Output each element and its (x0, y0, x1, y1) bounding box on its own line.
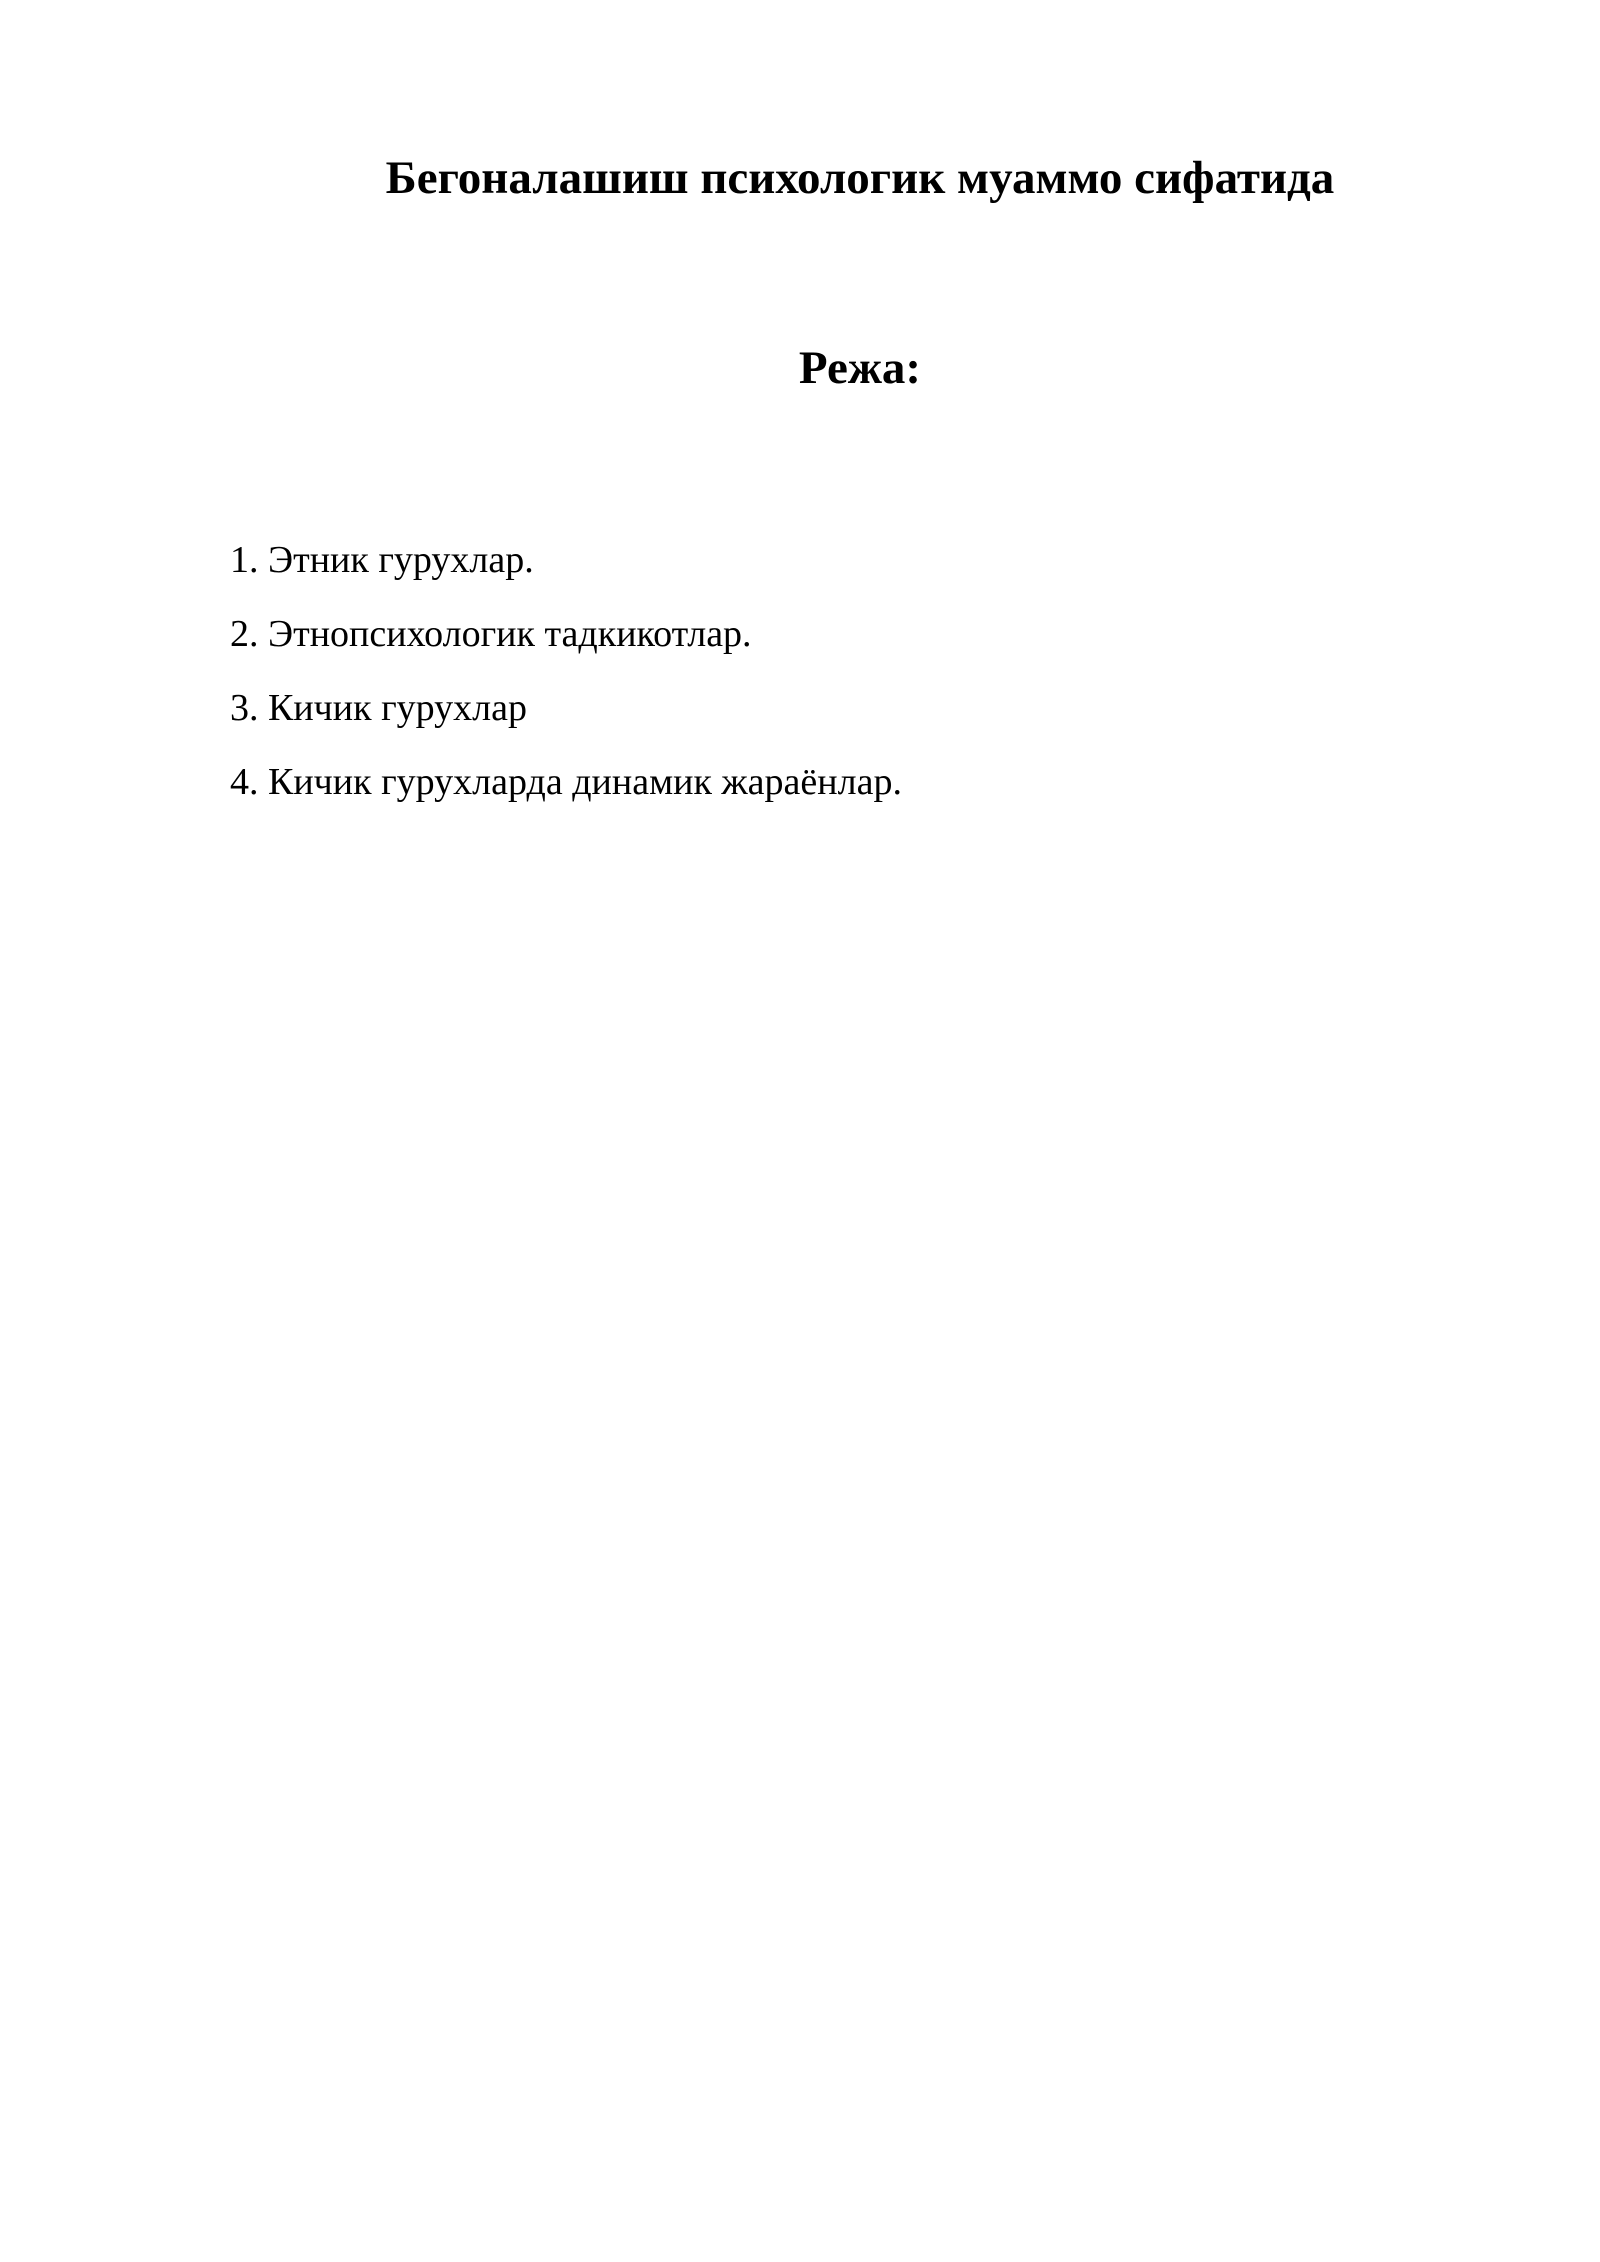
plan-item-text: Этник гурухлар. (268, 539, 534, 581)
plan-item (230, 597, 902, 671)
plan-item (230, 671, 902, 745)
plan-heading: Режа: (798, 342, 922, 394)
plan-item-text: Кичик гурухларда динамик жараёнлар. (268, 761, 902, 803)
plan-item (230, 523, 902, 597)
plan-item-text: Этнопсихологик тадкикотлар. (268, 613, 752, 655)
plan-item-text: Кичик гурухлар (268, 687, 528, 729)
plan-item-number: 2. (230, 613, 259, 655)
plan-item-number: 1. (230, 539, 259, 581)
plan-list (230, 523, 902, 819)
plan-item (230, 745, 902, 819)
plan-item-number: 4. (230, 761, 259, 803)
plan-item-number: 3. (230, 687, 259, 729)
document-title: Бегоналашиш психологик муаммо сифатида (385, 152, 1335, 204)
